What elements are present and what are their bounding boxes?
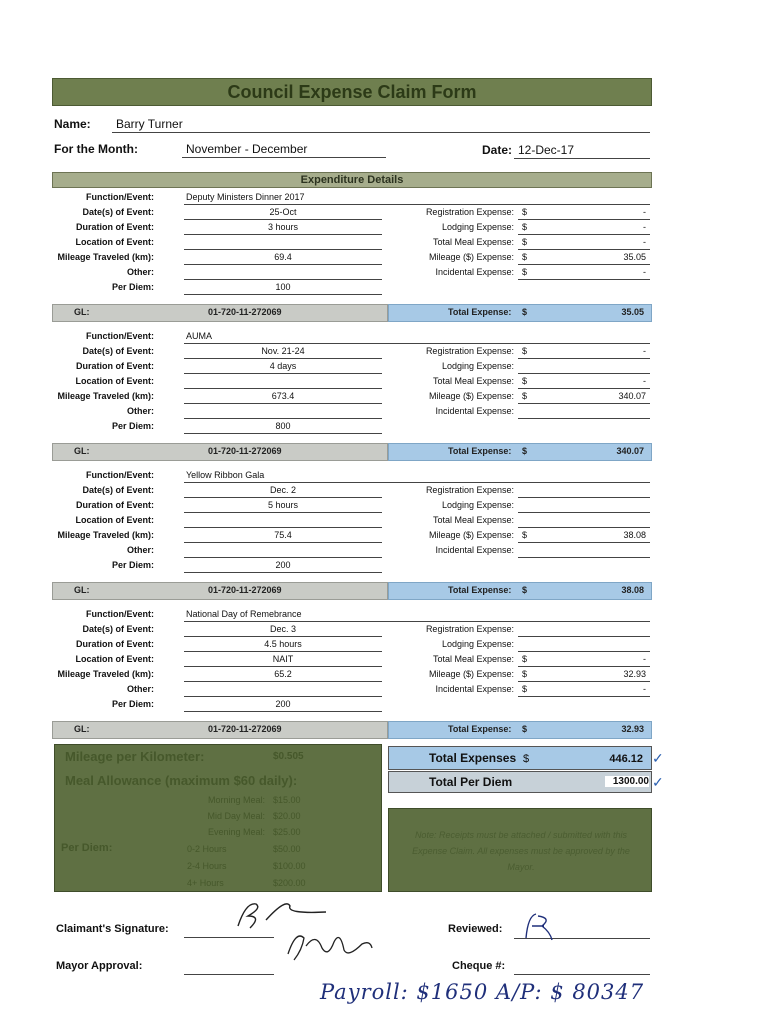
event-3-mileage-expense-value: 38.08 [623,530,646,540]
event-4-location-line [184,666,382,667]
event-3-meal-line [518,527,650,528]
event-1-mileage-expense-value: 35.05 [623,252,646,262]
event-2-total-dollar: $ [522,446,528,456]
event-1-registration-line [518,219,650,220]
event-2-meal-line [518,388,650,389]
midday-meal-value: $20.00 [273,811,301,821]
event-3-incidental-line [518,557,650,558]
event-2-dates-label: Date(s) of Event: [82,346,154,356]
event-3-total-dollar: $ [522,585,528,595]
event-2-incidental-label: Incidental Expense: [435,406,514,416]
event-1-meal-dollar: $ [522,237,528,247]
month-value: November - December [186,142,308,156]
checkmark-icon: ✓ [652,774,664,790]
event-2-dates-line [184,358,382,359]
event-4-duration-value: 4.5 hours [264,639,302,649]
event-3-incidental-label: Incidental Expense: [435,545,514,555]
reviewed-label: Reviewed: [448,923,503,935]
per-diem-tier2-value: $100.00 [273,861,306,871]
event-1-meal-value: - [643,237,646,247]
event-2-function-value: AUMA [186,331,213,341]
event-4-mileage-expense-dollar: $ [522,669,528,679]
event-4-registration-label: Registration Expense: [425,624,514,634]
event-3-duration-line [184,512,382,513]
event-2-meal-value: - [643,376,646,386]
event-2-mileage-expense-dollar: $ [522,391,528,401]
total-expenses-label: Total Expenses [429,751,517,765]
event-1-total-value: 35.05 [621,307,644,317]
event-4-meal-dollar: $ [522,654,528,664]
event-2-registration-label: Registration Expense: [425,346,514,356]
event-4-incidental-label: Incidental Expense: [435,684,514,694]
event-2-duration-label: Duration of Event: [76,361,154,371]
total-per-diem-value: 1300.00 [605,776,649,787]
midday-meal-label: Mid Day Meal: [207,811,265,821]
event-4-mileage-km-label: Mileage Traveled (km): [57,669,154,679]
event-4-mileage-km-value: 65.2 [274,669,292,679]
event-4-duration-label: Duration of Event: [76,639,154,649]
event-1-gl-label: GL: [74,307,90,317]
event-1-gl-value: 01-720-11-272069 [208,307,282,317]
event-4-other-label: Other: [127,684,154,694]
event-4-total-value: 32.93 [621,724,644,734]
event-1-mileage-expense-label: Mileage ($) Expense: [428,252,514,262]
event-3-dates-label: Date(s) of Event: [82,485,154,495]
event-2-duration-value: 4 days [269,361,297,371]
event-1-registration-dollar: $ [522,207,528,217]
event-2-meal-label: Total Meal Expense: [432,376,514,386]
event-3-function-line [184,482,650,483]
event-1-duration-value: 3 hours [267,222,299,232]
cheque-label: Cheque #: [452,960,506,972]
event-2-registration-value: - [643,346,646,356]
event-3-location-line [184,527,382,528]
mayor-approval-label: Mayor Approval: [56,960,143,972]
event-2-total-label: Total Expense: [448,446,512,456]
event-3-mileage-expense-dollar: $ [522,530,528,540]
event-1-location-line [184,249,382,250]
event-3-duration-label: Duration of Event: [76,500,154,510]
event-2-per-diem-value: 800 [275,421,291,431]
event-2-other-label: Other: [127,406,154,416]
event-2-duration-line [184,373,382,374]
event-1-function-label: Function/Event: [86,192,154,202]
mileage-rate-value: $0.505 [273,751,304,762]
month-label: For the Month: [54,142,138,156]
event-4-meal-value: - [643,654,646,664]
event-2-meal-dollar: $ [522,376,528,386]
event-3-total-label: Total Expense: [448,585,512,595]
event-3-duration-value: 5 hours [267,500,299,510]
date-underline [514,158,650,159]
event-3-per-diem-line [184,572,382,573]
event-4-location-value: NAIT [272,654,294,664]
event-4-function-value: National Day of Remebrance [186,609,302,619]
event-1-registration-label: Registration Expense: [425,207,514,217]
rates-box [54,744,382,892]
event-1-function-value: Deputy Ministers Dinner 2017 [186,192,305,202]
per-diem-rates-label: Per Diem: [61,842,113,854]
event-4-lodging-line [518,651,650,652]
date-label: Date: [482,143,513,157]
event-1-dates-line [184,219,382,220]
event-1-lodging-dollar: $ [522,222,528,232]
evening-meal-value: $25.00 [273,827,301,837]
expenditure-details-header: Expenditure Details [52,172,652,188]
event-4-total-label: Total Expense: [448,724,512,734]
event-4-incidental-value: - [643,684,646,694]
event-1-duration-label: Duration of Event: [76,222,154,232]
event-3-other-label: Other: [127,545,154,555]
event-2-gl-value: 01-720-11-272069 [208,446,282,456]
per-diem-tier3-value: $200.00 [273,878,306,888]
event-3-gl-label: GL: [74,585,90,595]
event-1-mileage-expense-line [518,264,650,265]
event-2-location-label: Location of Event: [75,376,154,386]
event-4-mileage-expense-label: Mileage ($) Expense: [428,669,514,679]
per-diem-tier1-value: $50.00 [273,844,301,854]
event-4-meal-line [518,666,650,667]
name-underline [112,132,650,133]
event-4-total-dollar: $ [522,724,528,734]
event-2-function-label: Function/Event: [86,331,154,341]
event-2-mileage-km-line [184,403,382,404]
event-4-gl-label: GL: [74,724,90,734]
event-3-dates-line [184,497,382,498]
event-4-per-diem-value: 200 [275,699,291,709]
event-4-location-label: Location of Event: [75,654,154,664]
event-4-gl-value: 01-720-11-272069 [208,724,282,734]
total-per-diem-label: Total Per Diem [429,775,513,789]
event-1-incidental-dollar: $ [522,267,528,277]
event-3-meal-label: Total Meal Expense: [432,515,514,525]
event-2-registration-dollar: $ [522,346,528,356]
event-3-per-diem-label: Per Diem: [111,560,154,570]
mileage-rate-label: Mileage per Kilometer: [65,749,205,764]
claimant-signature-label: Claimant's Signature: [56,923,169,935]
mayor-signature-icon [282,924,378,968]
meal-allowance-label: Meal Allowance (maximum $60 daily): [65,773,298,788]
event-4-mileage-expense-line [518,681,650,682]
mayor-approval-line [184,974,274,975]
event-2-mileage-expense-value: 340.07 [618,391,646,401]
event-1-incidental-line [518,279,650,280]
note-box [388,808,652,892]
event-2-mileage-km-value: 673.4 [271,391,295,401]
event-4-dates-label: Date(s) of Event: [82,624,154,634]
event-1-mileage-km-label: Mileage Traveled (km): [57,252,154,262]
event-3-lodging-line [518,512,650,513]
event-1-dates-value: 25-Oct [269,207,297,217]
payroll-ap-note: Payroll: $1650 A/P: $ 80347 [320,980,645,1004]
form-title: Council Expense Claim Form [52,78,652,106]
event-1-other-label: Other: [127,267,154,277]
event-4-mileage-km-line [184,681,382,682]
event-2-other-line [184,418,382,419]
event-2-registration-line [518,358,650,359]
event-1-mileage-expense-dollar: $ [522,252,528,262]
event-3-registration-line [518,497,650,498]
per-diem-tier3-label: 4+ Hours [187,878,224,888]
event-1-lodging-line [518,234,650,235]
event-1-mileage-km-value: 69.4 [274,252,292,262]
event-2-mileage-expense-line [518,403,650,404]
event-3-function-value: Yellow Ribbon Gala [186,470,265,480]
receipts-note: Note: Receipts must be attached / submitted with this Expense Claim. All expenses must be approved by the Mayor. [412,830,630,872]
reviewer-initials-icon [518,910,558,944]
event-2-lodging-label: Lodging Expense: [441,361,514,371]
event-4-mileage-expense-value: 32.93 [623,669,646,679]
event-2-mileage-km-label: Mileage Traveled (km): [57,391,154,401]
event-4-other-line [184,696,382,697]
event-3-registration-label: Registration Expense: [425,485,514,495]
event-2-function-line [184,343,650,344]
event-1-meal-line [518,249,650,250]
event-4-per-diem-line [184,711,382,712]
event-1-other-line [184,279,382,280]
event-3-function-label: Function/Event: [86,470,154,480]
event-4-dates-value: Dec. 3 [269,624,296,634]
checkmark-icon: ✓ [652,750,664,766]
event-3-mileage-km-label: Mileage Traveled (km): [57,530,154,540]
event-1-incidental-value: - [643,267,646,277]
event-1-function-line [184,204,650,205]
event-2-per-diem-label: Per Diem: [111,421,154,431]
cheque-line [514,974,650,975]
event-4-function-line [184,621,650,622]
event-4-registration-line [518,636,650,637]
event-3-dates-value: Dec. 2 [269,485,296,495]
name-value: Barry Turner [116,117,183,131]
total-expenses-value: 446.12 [609,753,643,765]
event-3-per-diem-value: 200 [275,560,291,570]
event-3-mileage-km-line [184,542,382,543]
event-4-incidental-line [518,696,650,697]
event-2-per-diem-line [184,433,382,434]
event-1-incidental-label: Incidental Expense: [435,267,514,277]
event-1-location-label: Location of Event: [75,237,154,247]
morning-meal-value: $15.00 [273,795,301,805]
event-3-total-value: 38.08 [621,585,644,595]
event-1-per-diem-line [184,294,382,295]
total-per-diem-box [388,771,652,793]
event-2-location-line [184,388,382,389]
event-4-lodging-label: Lodging Expense: [441,639,514,649]
event-2-lodging-line [518,373,650,374]
event-3-other-line [184,557,382,558]
event-4-incidental-dollar: $ [522,684,528,694]
event-1-total-label: Total Expense: [448,307,512,317]
event-4-meal-label: Total Meal Expense: [432,654,514,664]
event-3-mileage-expense-label: Mileage ($) Expense: [428,530,514,540]
total-expenses-dollar: $ [523,753,530,765]
event-2-mileage-expense-label: Mileage ($) Expense: [428,391,514,401]
event-3-mileage-km-value: 75.4 [274,530,292,540]
event-1-per-diem-label: Per Diem: [111,282,154,292]
event-2-gl-label: GL: [74,446,90,456]
per-diem-tier2-label: 2-4 Hours [187,861,227,871]
per-diem-tier1-label: 0-2 Hours [187,844,227,854]
event-1-lodging-value: - [643,222,646,232]
event-1-per-diem-value: 100 [275,282,291,292]
event-3-gl-value: 01-720-11-272069 [208,585,282,595]
date-value: 12-Dec-17 [518,143,575,157]
event-2-incidental-line [518,418,650,419]
name-label: Name: [54,117,91,131]
event-1-meal-label: Total Meal Expense: [432,237,514,247]
event-1-mileage-km-line [184,264,382,265]
event-4-dates-line [184,636,382,637]
event-2-total-value: 340.07 [616,446,644,456]
event-4-duration-line [184,651,382,652]
event-1-total-dollar: $ [522,307,528,317]
event-1-duration-line [184,234,382,235]
event-4-per-diem-label: Per Diem: [111,699,154,709]
morning-meal-label: Morning Meal: [207,795,265,805]
evening-meal-label: Evening Meal: [207,827,265,837]
event-1-registration-value: - [643,207,646,217]
event-3-lodging-label: Lodging Expense: [441,500,514,510]
event-3-location-label: Location of Event: [75,515,154,525]
event-3-mileage-expense-line [518,542,650,543]
event-4-function-label: Function/Event: [86,609,154,619]
total-expenses-box [388,746,652,770]
event-2-dates-value: Nov. 21-24 [261,346,305,356]
event-1-dates-label: Date(s) of Event: [82,207,154,217]
month-underline [182,157,386,158]
event-1-lodging-label: Lodging Expense: [441,222,514,232]
